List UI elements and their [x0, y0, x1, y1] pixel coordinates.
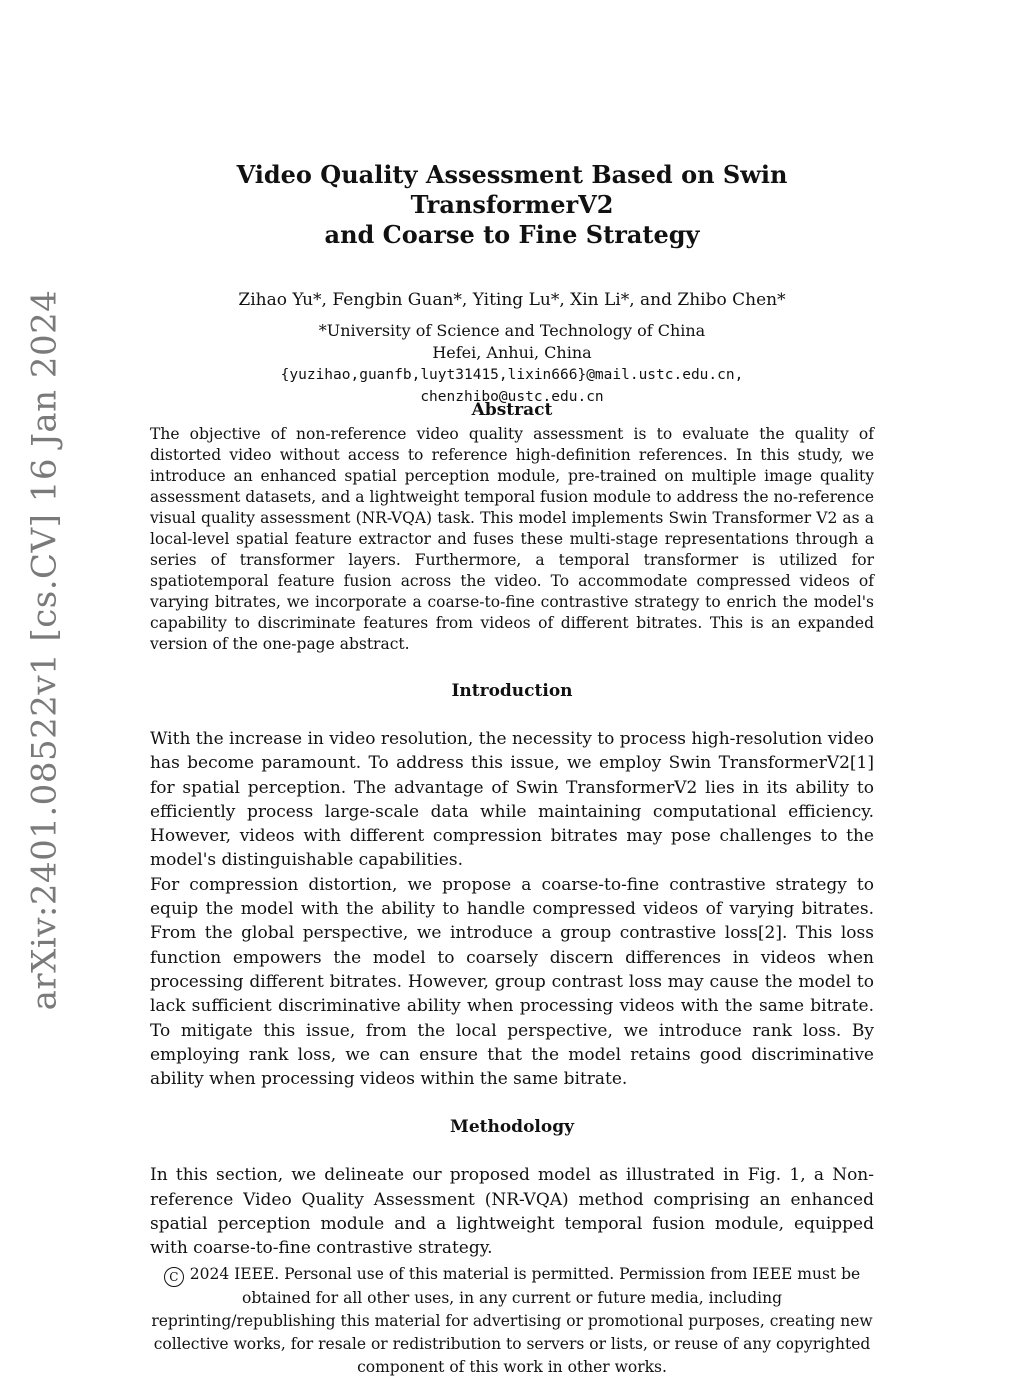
paper-title-line-2: and Coarse to Fine Strategy [324, 220, 700, 249]
author-list: Zihao Yu*, Fengbin Guan*, Yiting Lu*, Xin Li*, and Zhibo Chen* [238, 290, 786, 310]
copyright-text: 2024 IEEE. Personal use of this material is permitted. Permission from IEEE must be obtained for all other uses, in any current or future media, including reprinting/republishing this material for advertising or promotional purposes, creating new collective works, for resale or redistribution to servers or lists, or reuse of any copyrighted component of this work in other works. [151, 1264, 873, 1376]
paper-title [150, 160, 874, 250]
copyright-notice [150, 1263, 874, 1379]
author-emails: {yuzihao,guanfb,luyt31415,lixin666}@mail.ustc.edu.cn, [280, 367, 744, 383]
copyright-icon: C [164, 1267, 184, 1287]
abstract-text: The objective of non-reference video quality assessment is to evaluate the quality of distorted video without access to reference high-definition references. In this study, we introduce an enhanced spatial perception module, pre-trained on multiple image quality assessment datasets, and a lightweight temporal fusion module to address the no-reference visual quality assessment (NR-VQA) task. This model implements Swin Transformer V2 as a local-level spatial feature extractor and fuses these multi-stage representations through a series of transformer layers. Furthermore, a temporal transformer is utilized for spatiotemporal feature fusion across the video. To accommodate compressed videos of varying bitrates, we incorporate a coarse-to-fine contrastive strategy to enrich the model's capability to discriminate features from videos of different bitrates. This is an expanded version of the one-page abstract. [150, 425, 874, 653]
paper-title-line-1: Video Quality Assessment Based on Swin TransformerV2 [236, 160, 788, 219]
affiliation-name: *University of Science and Technology of China [318, 321, 706, 340]
arxiv-identifier-text: arXiv:2401.08522v1 [cs.CV] 16 Jan 2024 [24, 289, 65, 1011]
affiliation-location: Hefei, Anhui, China [432, 343, 592, 362]
arxiv-identifier-stamp [20, 289, 68, 1011]
affiliation-block [150, 320, 874, 408]
corresponding-email: chenzhibo@ustc.edu.cn [420, 389, 604, 405]
paper-page [150, 160, 874, 1379]
methodology-heading: Methodology [450, 1117, 574, 1138]
introduction-paragraph-2: For compression distortion, we propose a coarse-to-fine contrastive strategy to equip the model with the ability to handle compressed videos of varying bitrates. From the global perspective, we introduce a group contrastive loss[2]. This loss function empowers the model to coarsely discern differences in videos when processing different bitrates. However, group contrast loss may cause the model to lack sufficient discriminative ability when processing videos with the same bitrate. To mitigate this issue, from the local perspective, we introduce rank loss. By employing rank loss, we can ensure that the model retains good discriminative ability when processing videos within the same bitrate. [150, 874, 874, 1090]
abstract-heading: Abstract [471, 400, 553, 420]
methodology-paragraph-1: In this section, we delineate our proposed model as illustrated in Fig. 1, a Non-reference Video Quality Assessment (NR-VQA) method comprising an enhanced spatial perception module and a lightweight temporal fusion module, equipped with coarse-to-fine contrastive strategy. [150, 1165, 874, 1259]
introduction-heading: Introduction [451, 681, 573, 701]
introduction-paragraph-1: With the increase in video resolution, the necessity to process high-resolution video has become paramount. To address this issue, we employ Swin TransformerV2[1] for spatial perception. The advantage of Swin TransformerV2 lies in its ability to efficiently process large-scale data while maintaining computational efficiency. However, videos with different compression bitrates may pose challenges to the model's distinguishable capabilities. [150, 729, 874, 871]
